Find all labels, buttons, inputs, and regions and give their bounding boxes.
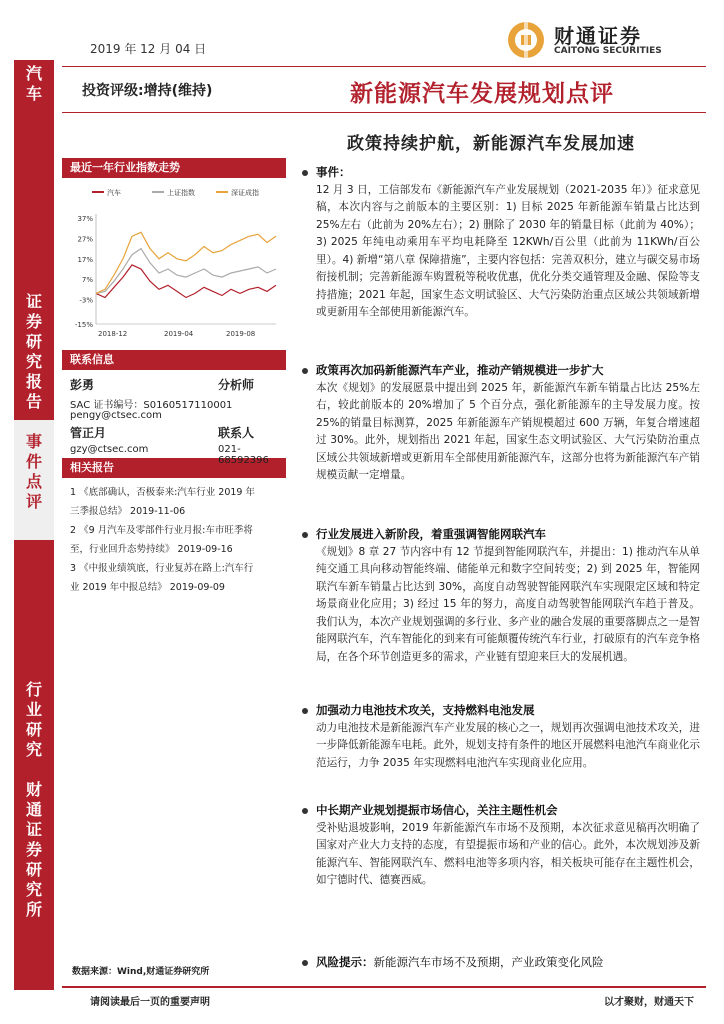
- section-title: 政策再次加码新能源汽车产业，推动产销规模进一步扩大: [300, 362, 700, 380]
- investment-rating: 投资评级:增持(维持): [82, 83, 213, 99]
- legend-label: 汽车: [107, 189, 121, 197]
- analyst2-role: 联系人: [218, 426, 255, 440]
- sidebar-label-institute: 财 通 证 券 研 究 所: [25, 780, 42, 919]
- reports-section-header: 相关报告: [62, 458, 286, 478]
- logo-mark-icon: [506, 20, 546, 60]
- section-body: 本次《规划》的发展愿景中提出到 2025 年，新能源汽车新车销量占比达 25%左右，较此前版本的 20%增加了 5 个百分点，强化新能源车的主导发展力度。按 25%的销量目标测算，2025 年新能源车产销规模超过 600 万辆，年复合增速超过 30%。此外，规划指出 2021 年起，国家生态文明试验区、大气污染防治重点区域公共领域新增或更新用车全部使用新能源汽车，这部分也将为新能源汽车产销规模贡献一定增量。: [316, 381, 700, 481]
- series-line-深证成指: [96, 232, 276, 293]
- content-section-risk: [300, 954, 700, 972]
- analyst1-sac: SAC 证书编号：S0160517110001: [70, 400, 233, 411]
- analyst1-role: 分析师: [218, 378, 255, 392]
- x-tick-label: 2019-08: [226, 330, 256, 338]
- header-rule-top: [62, 66, 706, 67]
- analyst2-phone: 021-68592396: [218, 444, 269, 466]
- y-tick-label: -15%: [74, 321, 93, 329]
- header-rule-bottom: [62, 112, 706, 113]
- index-chart-svg: [62, 178, 286, 350]
- footer-rule: [62, 986, 706, 988]
- report-subtitle: 政策持续护航，新能源汽车发展加速: [347, 134, 635, 154]
- legend-label: 深证成指: [231, 189, 259, 197]
- contact-section-header: 联系信息: [62, 350, 286, 370]
- contact-info: [62, 370, 286, 466]
- related-report-item[interactable]: 2 《9 月汽车及零部件行业月报:车市旺季将 至，行业回升态势持续》 2019-09-16: [70, 525, 253, 555]
- y-tick-label: 7%: [81, 276, 93, 285]
- content-section-policy: [300, 362, 700, 485]
- content-section-intelligent: [300, 526, 700, 666]
- x-tick-label: 2019-04: [164, 330, 194, 338]
- left-sidebar: [14, 60, 54, 990]
- section-title: 行业发展进入新阶段，着重强调智能网联汽车: [300, 526, 700, 544]
- related-reports: [62, 478, 286, 604]
- section-body: 《规划》8 章 27 节内容中有 12 节提到智能网联汽车，并提出：1) 推动汽车从单纯交通工具向移动智能终端、储能单元和数字空间转变；2) 到 2025 年，智能网联汽车新车销量占比达到 30%，高度自动驾驶智能网联汽车实现限定区域和特定场景商业化应用；3) 经过 15 年的努力，高度自动驾驶智能网联汽车趋于普及。我们认为，本次产业规划强调的多行业、多产业的融合发展的重要落脚点之一是智能网联汽车，汽车智能化的到来有可能颠覆传统汽车行业，打破原有的汽车竞争格局，在各个环节创造更多的需求，产业链有望迎来巨大的发展机遇。: [316, 545, 700, 663]
- footer-disclaimer[interactable]: 请阅读最后一页的重要声明: [90, 997, 210, 1008]
- sidebar-label-event-review: 事 件 点 评: [25, 432, 42, 511]
- report-title: 新能源汽车发展规划点评: [350, 80, 614, 107]
- chart-section-header: 最近一年行业指数走势: [62, 158, 286, 178]
- y-tick-label: 17%: [77, 255, 93, 264]
- sidebar-label-industry-research: 行 业 研 究: [25, 680, 42, 759]
- related-report-item[interactable]: 1 《底部确认，否极泰来:汽车行业 2019 年 三季报总结》 2019-11-06: [70, 487, 255, 517]
- series-line-上证指数: [96, 249, 276, 294]
- y-tick-label: 27%: [77, 235, 93, 244]
- section-title: 风险提示：新能源汽车市场不及预期，产业政策变化风险: [300, 954, 700, 972]
- sidebar-label-report-type: 证 券 研 究 报 告: [25, 292, 42, 411]
- analyst1-email[interactable]: pengy@ctsec.com: [70, 410, 162, 421]
- analyst1-name: 彭勇: [70, 378, 95, 392]
- related-report-item[interactable]: 3 《中报业绩筑底，行业复苏在路上:汽车行 业 2019 年中报总结》 2019-09-09: [70, 563, 254, 593]
- section-body: 动力电池技术是新能源汽车产业发展的核心之一，规划再次强调电池技术攻关，进一步降低新能源车电耗。此外，规划支持有条件的地区开展燃料电池汽车商业化示范运行，力争 2035 年实现燃料电池汽车实现商业化应用。: [316, 721, 700, 769]
- y-tick-label: 37%: [77, 215, 93, 223]
- section-title: 加强动力电池技术攻关，支持燃料电池发展: [300, 702, 700, 720]
- content-section-battery: [300, 702, 700, 772]
- logo-text-en: CAITONG SECURITIES: [554, 46, 662, 56]
- footer-slogan: 以才聚财，财通天下: [604, 997, 694, 1008]
- sidebar-label-auto: 汽 车: [25, 64, 42, 103]
- section-title: 事件：: [300, 164, 700, 182]
- x-tick-label: 2018-12: [98, 330, 128, 338]
- sidebar-highlight: [14, 420, 54, 540]
- company-logo: [506, 16, 702, 60]
- section-body: 12 月 3 日，工信部发布《新能源汽车产业发展规划（2021-2035 年）》征求意见稿，本次内容与之前版本的主要区别：1) 目标 2025 年新能源车销量占比达到 25%左右（此前为 20%左右）；2) 删除了 2030 年的销量目标（此前为 40%）；3) 2025 年纯电动乘用车平均电耗降至 12KWh/百公里（此前为 11KWh/百公里）。4) 新增“第八章 保障措施”，主要内容包括：完善双积分，建立与碳交易市场衔接机制；完善新能源车购置税等税收优惠，优化分类交通管理及金融、保险等支持措施；2021 年起，国家生态文明试验区、大气污染防治重点区域公共领域新增或更新用车全部使用新能源汽车。: [316, 183, 700, 318]
- content-section-event: [300, 164, 700, 322]
- analyst2-name: 管正月: [70, 426, 107, 440]
- left-column: [62, 158, 286, 604]
- section-title: 中长期产业规划提振市场信心，关注主题性机会: [300, 802, 700, 820]
- y-tick-label: -3%: [79, 296, 93, 305]
- data-source: 数据来源：Wind,财通证券研究所: [72, 967, 210, 977]
- report-date: 2019 年 12 月 04 日: [90, 42, 207, 56]
- legend-label: 上证指数: [167, 189, 195, 197]
- section-body: 受补贴退坡影响，2019 年新能源汽车市场不及预期，本次征求意见稿再次明确了国家对产业大力支持的态度，有望提振市场和产业的信心。此外，本次规划涉及新能源汽车、智能网联汽车、燃料电池等多项内容，相关板块可能存在主题性机会，如宁德时代、德赛西威。: [316, 821, 700, 886]
- logo-text-cn: 财通证券: [554, 24, 642, 48]
- analyst2-email[interactable]: gzy@ctsec.com: [70, 444, 149, 455]
- content-section-confidence: [300, 802, 700, 890]
- index-chart: [62, 178, 286, 350]
